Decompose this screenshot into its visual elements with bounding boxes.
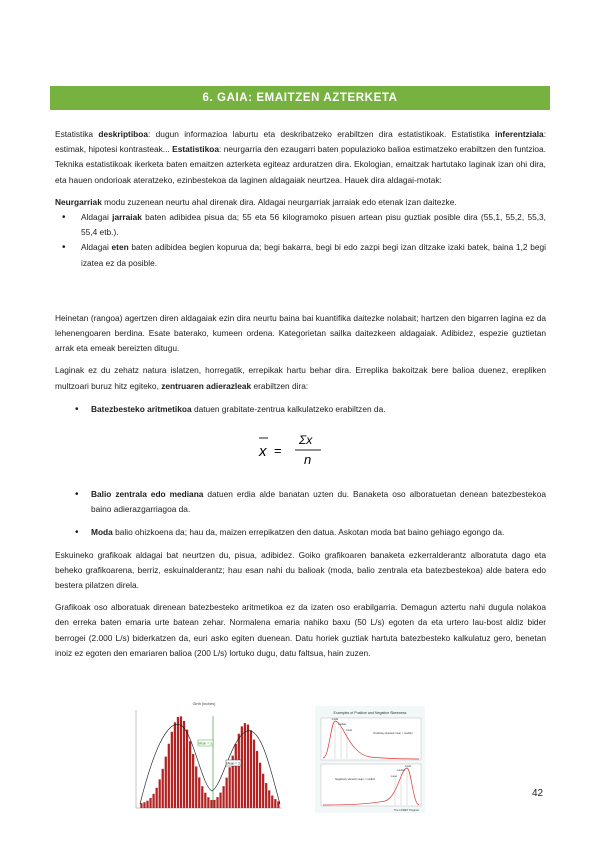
histogram-bar [198,777,200,808]
histogram-bar [277,801,279,808]
histogram-bar [177,717,179,808]
figure2-title: Examples of Positive and Negative Skewness [333,711,407,715]
histogram-bar [256,751,258,808]
document-body [55,127,546,661]
figure2-lower-mean: mean [390,775,398,778]
figure1-mean-label: Mean = 3. [198,741,213,746]
figure1-title: Girth (inches) [192,702,216,706]
histogram-bar [189,741,191,808]
histogram-bar [250,730,252,808]
histogram-bar [152,794,154,808]
histogram-bar [265,783,267,808]
list-item-median: • Balio zentrala edo mediana datuen erdia alde banatan uzten du. Banaketa oso alboratuetan denean batezbestekoa baino adierazgarriagoa da. [55,487,546,517]
histogram-bar [241,726,243,808]
histogram-bar [238,734,240,808]
histogram-bar [247,725,249,808]
histogram-bar [149,798,151,808]
paragraph-skewness: Eskuineko grafikoak aldagai bat neurtzen du, pisua, adibidez. Goiko grafikoaren banaketa ezkerralderantz alboratuta dago eta beheko grafikoarena, berriz, eskuinalderantz; hau esan nahi du balioak (moda, balio zentrala eta batezbestekoa) alde batera edo bestera pilatzen direla. [55,549,546,591]
histogram-bar [274,799,276,808]
page-number: 42 [532,788,544,799]
paragraph-ranked-variables: Heinetan (rangoa) agertzen diren aldagaiak ezin dira neurtu baina bai kuantifika daitezke nolabait; hartzen den bigarren lagina ez da lehenengoaren berdina. Esate baterako, kumeen ordena. Kategorietan sailka daitezkeen aldagaiak. Adibidez, espezie guztietan arrak eta emeak bereizten ditugu. [55,312,546,354]
figure2-upper-mean: mean [345,729,353,732]
histogram-bar [268,790,270,808]
histogram-bar [222,786,224,808]
histogram-bar [244,723,246,808]
histogram-bar [229,767,231,808]
histogram-bar [201,786,203,808]
histogram-bar [207,797,209,808]
histogram-bar [195,766,197,808]
histogram-bar [183,721,185,808]
formula-numerator: Σx [299,433,313,447]
figure2-upper-mode: mode [331,718,339,721]
list-item-mode: • Moda balio ohizkoena da; hau da, maizen errepikatzen den datua. Askotan moda bat baino gehiago egongo da. [55,525,546,540]
histogram-bar [174,722,176,808]
section-heading: 6. GAIA: EMAITZEN AZTERKETA [50,86,550,110]
measurable-variable-list [55,210,546,271]
histogram-bar [216,797,218,808]
histogram-bar [219,793,221,808]
histogram-bar [226,778,228,808]
histogram-bar [253,740,255,808]
mean-formula [255,430,325,472]
histogram-bar [146,801,148,808]
histogram-bar [204,793,206,808]
histogram-bar [159,779,161,808]
figure2-upper-median: median [337,723,347,726]
bimodal-histogram-figure [122,696,287,814]
histogram-bar [180,716,182,808]
histogram-bars [140,716,279,808]
histogram-bar [165,757,167,808]
figure2-credit: The COMET Program [393,809,419,812]
histogram-bar [140,803,142,808]
mean-list [55,402,546,417]
figure2-lower-note: Negatively skewed mean < median [334,778,376,781]
histogram-bar [168,744,170,808]
list-item-mean: • Batezbesteko aritmetikoa datuen grabitate-zentrua kalkulatzeko erabiltzen da. [55,402,546,417]
histogram-bar [213,800,215,808]
histogram-bar [210,800,212,808]
figure1-median-label: Mean = 3. [226,761,241,766]
skewness-figure [315,706,425,813]
histogram-bar [143,802,145,808]
histogram-bar [162,769,164,808]
figure2-lower-mode: mode [404,765,412,768]
list-item-continuous: • Aldagai jarraiak baten adibidea pisua da; 55 eta 56 kilogramoko pisuen artean pisu guztiak posible dira (55,1, 55,2, 55,3, 55,4 etb.). [55,210,546,240]
histogram-bar [235,744,237,808]
histogram-bar [156,788,158,808]
paragraph-measurable: Neurgarriak modu zuzenean neurtu ahal direnak dira. Aldagai neurgarriak jarraiak edo etenak izan daitezke. [55,196,457,207]
formula-equals: = [274,443,282,458]
histogram-bar [262,774,264,808]
figure2-upper-note: Positively skewed mean > median [373,732,413,735]
formula-denominator: n [304,452,312,467]
median-mode-list [55,487,546,541]
histogram-bar [171,732,173,808]
list-item-discrete: • Aldagai eten baten adibidea begien kopurua da; begi bakarra, begi bi edo zazpi begi izan ditzake izaki batek, baina 1,2 begi izatea ez da posible. [55,240,546,270]
histogram-bar [192,754,194,808]
formula-x-bar: x [259,443,267,460]
histogram-bar [186,730,188,808]
paragraph-central-tendency: Laginak ez du zehatz natura islatzen, horregatik, errepikak hartu behar dira. Erreplika bakoitzak bere balioa duenez, erepliken multzoari buruz hitz egiteko, zentruaren adierazleak erabiltzen dira: [55,365,546,391]
paragraph-statistics-intro: Estatistika deskriptiboa: dugun informazioa laburtu eta deskribatzeko erabiltzen dira estatistikoak. Estatistika inferentziala: estimak, hipotesi kontrasteak... Estatistikoa: neurgarria den ezaugarri baten populazioko balioa estimatzeko erabiltzen den funtzioa. Teknika estatistikoak ikerketa baten emaitzen azterketa egiteaz arduratzen dira. Ekologian, emaitzak hartutako laginak izan ohi dira, eta hauen ondorioak ateratzeko, ezinbestekoa da laginen aldagaiak neurtzea. Hauek dira aldagai-motak: [55,129,547,185]
histogram-bar [259,763,261,808]
figure2-lower-median: median [396,769,406,772]
paragraph-river-flow: Grafikoak oso alboratuak direnean batezbesteko aritmetikoa ez da izaten oso erabilgarria. Demagun aztertu nahi dugula nolakoa den erreka baten emaria urte batean zehar. Normalena emaria nahiko baxu (50 L/s) egoten da eta urtero lau-bost aldiz bider berrogei (2.000 L/s) biderkatzen da, euri asko egiten duenean. Datu horiek guztiak hartuta batezbesteko kalkulatuz gero, benetan inoiz ez egoten den emariaren balioa (200 L/s) lortuko dugu, datu faltsua, hain zuzen. [55,602,546,658]
histogram-bar [271,796,273,808]
